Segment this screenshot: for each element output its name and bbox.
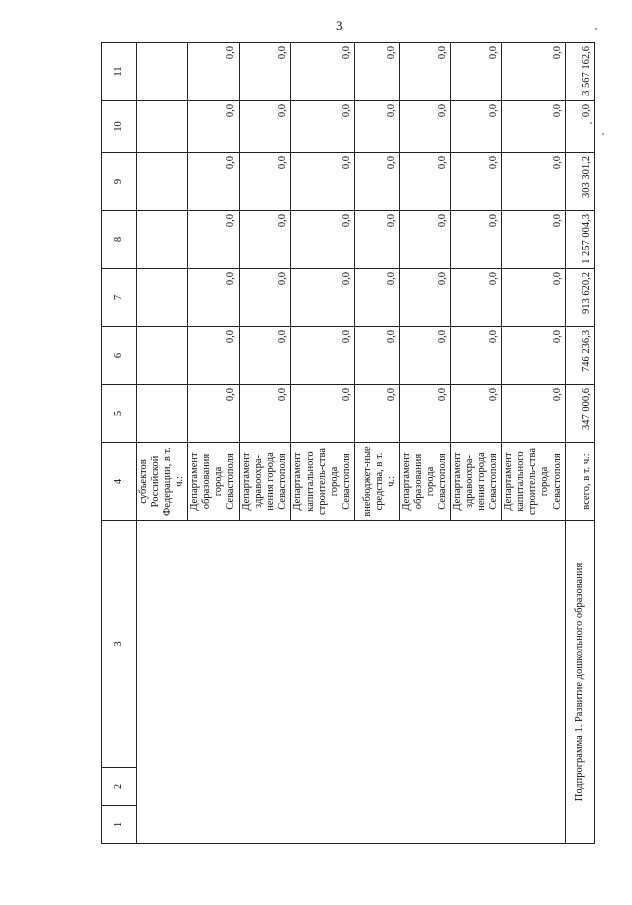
total-value: 303 301,2: [565, 153, 594, 211]
header-cell: 3: [102, 521, 137, 768]
total-value: 746 236,3: [565, 327, 594, 385]
scan-speck: [602, 133, 604, 135]
org-cell: внебюджет-ные средства, в т. ч.:: [354, 443, 399, 521]
total-value: 0,0: [565, 101, 594, 153]
value-cell: 0,0: [290, 327, 354, 385]
value-cell: 0,0: [290, 153, 354, 211]
value-cell: 0,0: [451, 43, 502, 101]
value-cell: 0,0: [290, 43, 354, 101]
value-cell: 0,0: [399, 153, 450, 211]
scan-speck: [595, 28, 597, 30]
total-value: 1 257 004,3: [565, 211, 594, 269]
header-row: [102, 43, 137, 844]
value-cell: 0,0: [502, 327, 565, 385]
org-cell: Департамент здравоохра-нения города Севастополя: [239, 443, 290, 521]
value-cell: [137, 101, 188, 153]
value-cell: 0,0: [239, 153, 290, 211]
header-cell: 1: [102, 806, 137, 844]
total-value: 347 000,6: [565, 385, 594, 443]
value-cell: 0,0: [290, 269, 354, 327]
value-cell: 0,0: [188, 211, 239, 269]
org-cell: Департамент образования города Севастополя: [399, 443, 450, 521]
total-value: 3 567 162,6: [565, 43, 594, 101]
header-cell: 5: [102, 385, 137, 443]
total-label: всего, в т. ч.:: [565, 443, 594, 521]
value-cell: 0,0: [451, 385, 502, 443]
header-cell: 10: [102, 101, 137, 153]
value-cell: [137, 43, 188, 101]
value-cell: [137, 153, 188, 211]
value-cell: 0,0: [188, 101, 239, 153]
value-cell: [137, 385, 188, 443]
value-cell: 0,0: [451, 101, 502, 153]
value-cell: 0,0: [354, 385, 399, 443]
value-cell: 0,0: [399, 327, 450, 385]
budget-table: [101, 42, 595, 844]
header-cell: 2: [102, 768, 137, 806]
value-cell: 0,0: [354, 153, 399, 211]
value-cell: 0,0: [354, 101, 399, 153]
header-cell: 6: [102, 327, 137, 385]
value-cell: 0,0: [188, 327, 239, 385]
total-value: 913 620,2: [565, 269, 594, 327]
value-cell: 0,0: [188, 43, 239, 101]
header-cell: 9: [102, 153, 137, 211]
value-cell: 0,0: [451, 211, 502, 269]
value-cell: 0,0: [502, 101, 565, 153]
table-row: [137, 43, 188, 844]
org-cell: Департамент капитального строитель-ства города Севастополя: [502, 443, 565, 521]
header-cell: 7: [102, 269, 137, 327]
value-cell: 0,0: [399, 101, 450, 153]
value-cell: 0,0: [188, 269, 239, 327]
value-cell: 0,0: [399, 211, 450, 269]
value-cell: 0,0: [290, 101, 354, 153]
value-cell: 0,0: [354, 43, 399, 101]
value-cell: 0,0: [354, 327, 399, 385]
value-cell: 0,0: [354, 211, 399, 269]
org-cell: субъектов Российской Федерации, в т. ч.:: [137, 443, 188, 521]
header-cell: 8: [102, 211, 137, 269]
empty-merged-cell: [137, 521, 566, 844]
value-cell: 0,0: [502, 385, 565, 443]
value-cell: 0,0: [239, 269, 290, 327]
value-cell: 0,0: [399, 43, 450, 101]
value-cell: [137, 327, 188, 385]
total-row: [565, 43, 594, 844]
value-cell: 0,0: [239, 101, 290, 153]
header-cell: 11: [102, 43, 137, 101]
value-cell: 0,0: [451, 153, 502, 211]
org-cell: Департамент образования города Севастополя: [188, 443, 239, 521]
value-cell: 0,0: [399, 385, 450, 443]
subprogram-title: Подпрограмма 1. Развитие дошкольного образования: [565, 521, 594, 844]
rotated-table-wrapper: [101, 46, 592, 844]
value-cell: 0,0: [290, 385, 354, 443]
value-cell: 0,0: [502, 43, 565, 101]
org-cell: Департамент капитального строитель-ства города Севастополя: [290, 443, 354, 521]
value-cell: 0,0: [399, 269, 450, 327]
value-cell: 0,0: [451, 269, 502, 327]
value-cell: [137, 211, 188, 269]
org-cell: Департамент здравоохра-нения города Севастополя: [451, 443, 502, 521]
value-cell: 0,0: [502, 211, 565, 269]
value-cell: [137, 269, 188, 327]
value-cell: 0,0: [451, 327, 502, 385]
page-number: 3: [336, 18, 343, 33]
value-cell: 0,0: [290, 211, 354, 269]
value-cell: 0,0: [188, 153, 239, 211]
value-cell: 0,0: [502, 153, 565, 211]
value-cell: 0,0: [502, 269, 565, 327]
value-cell: 0,0: [188, 385, 239, 443]
value-cell: 0,0: [239, 385, 290, 443]
header-cell: 4: [102, 443, 137, 521]
value-cell: 0,0: [239, 211, 290, 269]
value-cell: 0,0: [354, 269, 399, 327]
value-cell: 0,0: [239, 43, 290, 101]
value-cell: 0,0: [239, 327, 290, 385]
